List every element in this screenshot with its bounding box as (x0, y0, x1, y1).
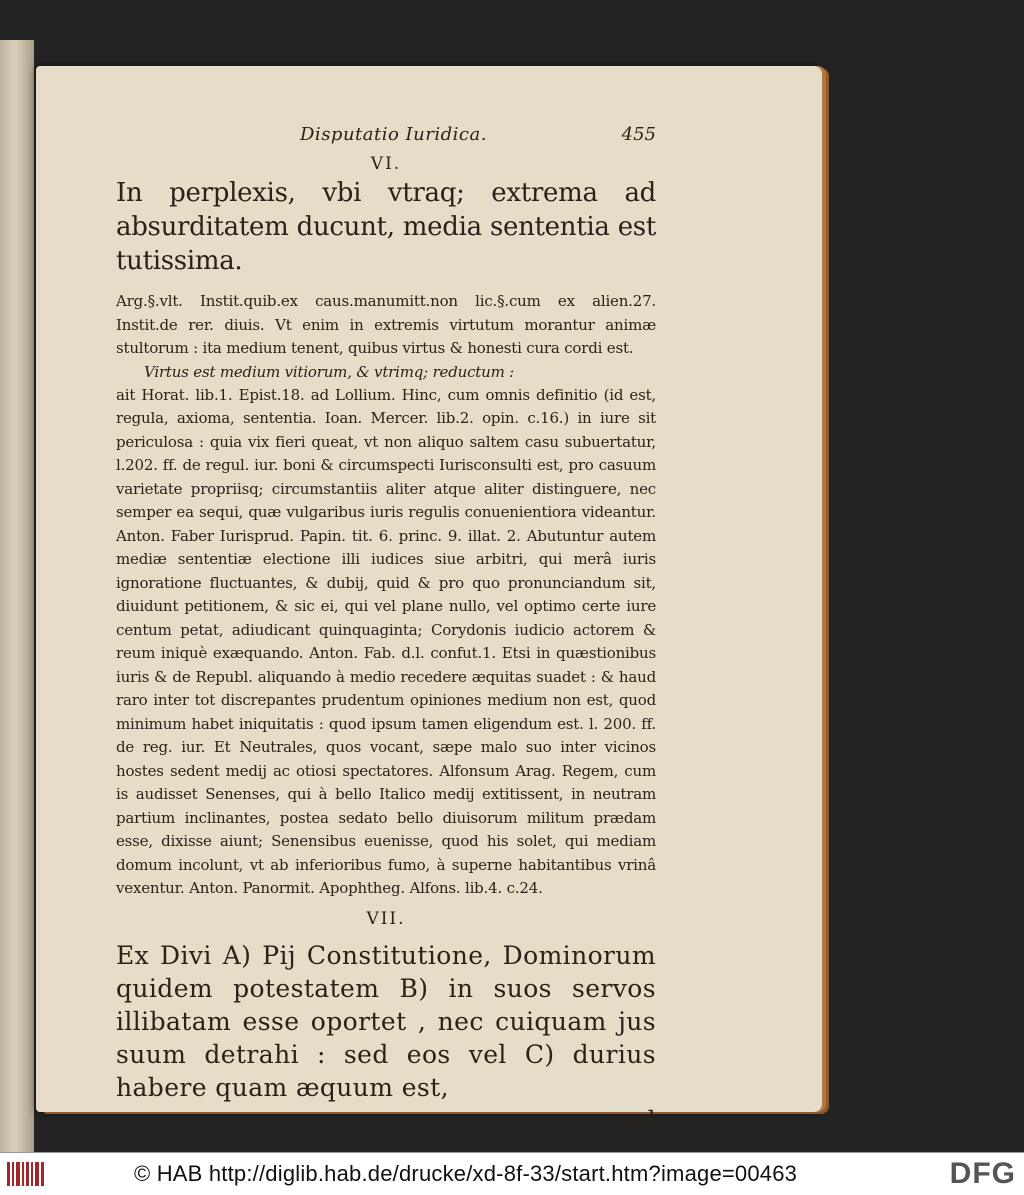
binding-edge (0, 40, 34, 1152)
source-url-link[interactable]: © HAB http://diglib.hab.de/drucke/xd-8f-33/start.htm?image=00463 (134, 1161, 798, 1186)
horace-quote: Virtus est medium vitiorum, & vtrimq; reductum : (144, 362, 515, 381)
page-number: 455 (621, 124, 656, 145)
argument-intro: Arg.§.vlt. Instit.quib.ex caus.manumitt.non lic.§.cum ex alien.27. Instit.de rer. diuis. Vt enim in extremis virtutum morantur animæ stultorum : ita medium tenent, quibus virtus & honesti cura cordi est. (116, 292, 656, 357)
catchword: vel (617, 1105, 656, 1135)
running-head (116, 118, 656, 150)
section-number-vii: VII. (366, 908, 406, 929)
argument-block (116, 290, 656, 901)
thesis-vii-text: Ex Divi A) Pij Constitutione, Dominorum quidem potestatem B) in suos servos illibatam esse oportet , nec cuiquam jus suum detrahi : sed eos vel C) durius habere quam æquum est, (116, 940, 656, 1102)
running-title: Disputatio Iuridica. (300, 124, 487, 145)
section-number-vi: VI. (370, 154, 402, 174)
argument-body: ait Horat. lib.1. Epist.18. ad Lollium. Hinc, cum omnis definitio (id est, regula, axioma, sententia. Ioan. Mercer. lib.2. opin. c.16.) in iure sit periculosa : quia vix fieri queat, vt non aliquo saltem casu subuertatur, l.202. ff. de regul. iur. boni & circumspecti Iurisconsulti est, pro casuum varietate propriisq; circumstantiis aliter atque aliter distinguere, nec semper ea sequi, quæ vulgaribus iuris regulis conuenientiora videantur. Anton. Faber Iurisprud. Papin. tit. 6. princ. 9. illat. 2. Abutuntur autem mediæ sententiæ electione illi iudices siue arbitri, qui merâ iuris ignoratione fluctuantes, & dubij, quid & pro quo pronunciandum sit, diuidunt petitionem, & sic ei, qui vel plane nullo, vel optimo certe iure centum petat, adiudicant quinquaginta; Corydonis iudicio actorem & reum iniquè exæquando. Anton. Fab. d.l. confut.1. Etsi in quæstionibus iuris & de Republ. aliquando à medio recedere æquitas suadet : & haud raro inter tot discrepantes prudentum opiniones medium non est, quod minimum habet iniquitatis : quod ipsum tamen eligendum est. l. 200. ff. de reg. iur. Et Neutrales, quos vocant, sæpe malo suo inter vicinos hostes sedent medij ac otiosi spectatores. Alfonsum Arag. Regem, cum is audisset Senenses, qui à bello Italico medij extitissent, in neutram partium inclinantes, postea sedato bello diuisorum militum prædam esse, dixisse aiunt; Senensibus euenisse, quod his solet, qui mediam domum incolunt, vt ab inferioribus fumo, à superne habitantibus vrinâ vexentur. Anton. Panormit. Apophtheg. Alfons. lib.4. c.24. (116, 385, 656, 897)
book-page (36, 66, 822, 1135)
thesis-vi: In perplexis, vbi vtraq; extrema ad absurditatem ducunt, media sententia est tutissima. (116, 178, 656, 276)
barcode-icon (6, 1161, 46, 1187)
page-text-block (116, 118, 656, 1137)
dfg-logo: DFG (949, 1157, 1016, 1190)
thesis-vii (116, 939, 656, 1137)
footer-bar (0, 1152, 1024, 1195)
